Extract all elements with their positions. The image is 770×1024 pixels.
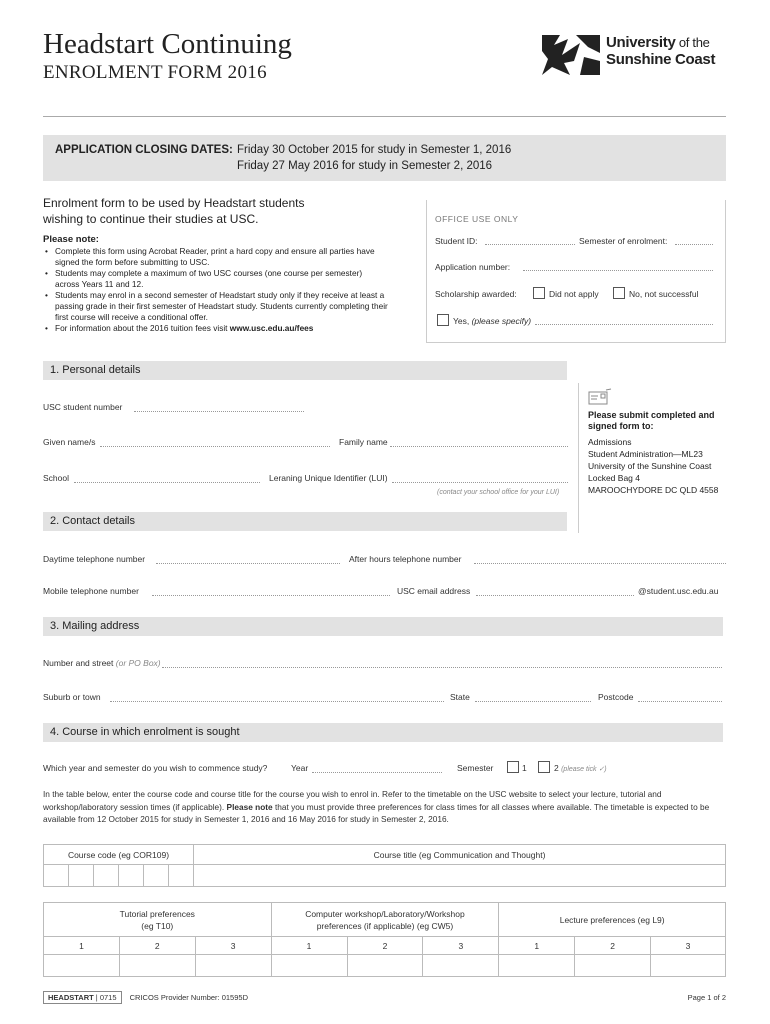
preference-number: 3 <box>423 937 499 955</box>
daytime-phone-label: Daytime telephone number <box>43 554 146 564</box>
usc-email-field[interactable] <box>476 595 634 596</box>
office-use-box <box>426 200 726 343</box>
section-mailing-address <box>43 617 723 636</box>
page-number: Page 1 of 2 <box>687 993 726 1002</box>
lecture-preferences-header: Lecture preferences (eg L9) <box>499 903 726 937</box>
street-text: Number and street <box>43 658 116 668</box>
section-course <box>43 723 723 742</box>
fees-link[interactable]: www.usc.edu.au/fees <box>229 323 314 333</box>
logo-sunshine-coast: Sunshine Coast <box>606 51 716 68</box>
tick-hint: (please tick ✓) <box>561 766 607 773</box>
not-successful-checkbox[interactable] <box>613 287 625 299</box>
preference-number: 2 <box>347 937 423 955</box>
address-line: University of the Sunshine Coast <box>588 461 712 471</box>
lui-field[interactable] <box>392 482 568 483</box>
section-3-title: 3. Mailing address <box>50 620 140 632</box>
tutorial-header-line-2: (eg T10) <box>141 920 174 931</box>
section-personal-details <box>43 361 567 380</box>
badge-text: HEADSTART <box>48 993 94 1002</box>
preference-number: 1 <box>271 937 347 955</box>
preference-cell[interactable] <box>651 955 726 977</box>
family-name-field[interactable] <box>390 446 568 447</box>
semester-1-label: 1 <box>522 763 527 773</box>
semester-2-text: 2 <box>554 763 562 773</box>
commence-question: Which year and semester do you wish to commence study? <box>43 763 268 773</box>
workshop-header-line-2: preferences (if applicable) (eg CW5) <box>316 920 454 931</box>
workshop-preferences-header <box>271 903 499 937</box>
header-divider <box>43 116 726 117</box>
school-label: School <box>43 473 69 483</box>
course-instructions <box>43 788 726 826</box>
email-domain: @student.usc.edu.au <box>638 586 719 596</box>
semester-2-label <box>554 763 607 773</box>
semester-label: Semester of enrolment: <box>579 236 668 246</box>
preference-cell[interactable] <box>575 955 651 977</box>
preferences-table <box>43 902 726 977</box>
preference-cell[interactable] <box>499 955 575 977</box>
street-label <box>43 658 161 668</box>
form-subtitle: ENROLMENT FORM 2016 <box>43 62 267 83</box>
workshop-header-line-1: Computer workshop/Laboratory/Workshop <box>305 908 465 919</box>
semester-1-checkbox[interactable] <box>507 761 519 773</box>
state-field[interactable] <box>475 701 591 702</box>
street-field[interactable] <box>162 667 722 668</box>
footer-left <box>43 991 248 1004</box>
course-table <box>43 844 726 887</box>
suburb-label: Suburb or town <box>43 692 101 702</box>
address-line: Locked Bag 4 <box>588 473 640 483</box>
did-not-apply-label: Did not apply <box>549 289 599 299</box>
application-number-label: Application number: <box>435 262 511 272</box>
preference-cell[interactable] <box>119 955 195 977</box>
note-item: • Complete this form using Acrobat Reader, print a hard copy and ensure all parties have signed the form before submitting to USC. <box>43 246 388 268</box>
student-id-field[interactable] <box>485 244 575 245</box>
preference-number: 1 <box>499 937 575 955</box>
student-id-label: Student ID: <box>435 236 478 246</box>
usc-email-label: USC email address <box>397 586 471 596</box>
year-field[interactable] <box>312 772 442 773</box>
tutorial-preferences-header <box>44 903 272 937</box>
preference-cell[interactable] <box>44 955 120 977</box>
preference-cell[interactable] <box>347 955 423 977</box>
lui-label: Leraning Unique Identifier (LUI) <box>269 473 388 483</box>
tutorial-header-line-1: Tutorial preferences <box>119 908 195 919</box>
preference-number: 3 <box>195 937 271 955</box>
scholarship-label: Scholarship awarded: <box>435 289 517 299</box>
instructions-part-2: that you must provide three preferences for class times for all classes where available. The timetable is expected to be available from 12 October 2015 for study in Semester 1, 2016 and 16 May 2016 for study in Semester 2, 2016. <box>43 801 710 824</box>
after-hours-phone-label: After hours telephone number <box>349 554 462 564</box>
instructions-part-1: In the table below, enter the course code and course title for the course you wish to enrol in. Refer to the timetable on the USC website to select your lecture, tutorial and workshop/laboratory session times (if applicable). <box>43 789 662 812</box>
course-code-header: Course code (eg COR109) <box>44 845 194 865</box>
cricos-number: CRICOS Provider Number: 01595D <box>129 993 248 1002</box>
course-code-cell[interactable] <box>169 865 194 887</box>
semester-question-label: Semester <box>457 763 494 773</box>
postcode-label: Postcode <box>598 692 634 702</box>
preference-cell[interactable] <box>195 955 271 977</box>
daytime-phone-field[interactable] <box>156 563 340 564</box>
postcode-field[interactable] <box>638 701 722 702</box>
course-title-header: Course title (eg Communication and Thought) <box>194 845 726 865</box>
address-line: Student Administration—ML23 <box>588 449 703 459</box>
mobile-phone-label: Mobile telephone number <box>43 586 139 596</box>
usc-number-label: USC student number <box>43 402 123 412</box>
submit-heading: Please submit completed and signed form to: <box>588 410 715 431</box>
section-contact-details <box>43 512 567 531</box>
notes-list <box>43 246 388 334</box>
closing-date-semester-1: Friday 30 October 2015 for study in Semester 1, 2016 <box>237 144 512 156</box>
section-1-title: 1. Personal details <box>50 364 141 376</box>
form-title: Headstart Continuing <box>43 28 292 60</box>
fees-text: For information about the 2016 tuition fees visit <box>55 323 230 333</box>
instructions-please-note: Please note <box>226 801 273 812</box>
notes-heading: Please note: <box>43 234 99 245</box>
section-4-title: 4. Course in which enrolment is sought <box>50 726 240 738</box>
street-hint: (or PO Box) <box>115 658 161 668</box>
mobile-phone-field[interactable] <box>152 595 390 596</box>
preference-number: 1 <box>44 937 120 955</box>
course-code-cell[interactable] <box>44 865 69 887</box>
course-code-cell[interactable] <box>144 865 169 887</box>
note-item: • Students may enrol in a second semester of Headstart study only if they receive at least a passing grade in their first semester of Headstart study. Students currently completing their first course will receive a conditional offer. <box>43 290 388 323</box>
suburb-field[interactable] <box>110 701 444 702</box>
yes-checkbox[interactable] <box>437 314 449 326</box>
mail-icon <box>588 388 612 406</box>
logo-university: University <box>606 34 676 51</box>
usc-logo-icon <box>540 33 602 77</box>
yes-specify-hint: (please specify) <box>471 316 532 326</box>
yes-label <box>453 316 531 326</box>
state-label: State <box>450 692 470 702</box>
course-code-cell[interactable] <box>94 865 119 887</box>
given-names-label: Given name/s <box>43 437 96 447</box>
preference-number: 2 <box>575 937 651 955</box>
course-title-cell[interactable] <box>194 865 726 887</box>
office-use-heading: OFFICE USE ONLY <box>435 214 519 224</box>
preference-number: 2 <box>119 937 195 955</box>
address-line: Admissions <box>588 437 632 447</box>
closing-dates-label: APPLICATION CLOSING DATES: <box>55 144 233 156</box>
preference-number: 3 <box>651 937 726 955</box>
closing-dates-panel <box>43 135 726 181</box>
note-item-fees <box>43 323 388 334</box>
after-hours-phone-field[interactable] <box>474 563 726 564</box>
headstart-badge <box>43 991 122 1004</box>
lui-hint: (contact your school office for your LUI) <box>437 489 560 496</box>
did-not-apply-checkbox[interactable] <box>533 287 545 299</box>
course-code-cell[interactable] <box>119 865 144 887</box>
submit-address <box>588 436 728 496</box>
usc-number-field[interactable] <box>134 411 304 412</box>
yes-specify-field[interactable] <box>535 324 713 325</box>
section-2-title: 2. Contact details <box>50 515 135 527</box>
school-field[interactable] <box>74 482 260 483</box>
closing-date-semester-2: Friday 27 May 2016 for study in Semester 2, 2016 <box>237 160 493 172</box>
family-name-label: Family name <box>339 437 388 447</box>
year-label: Year <box>291 763 309 773</box>
address-line: MAROOCHYDORE DC QLD 4558 <box>588 485 719 495</box>
course-code-cell[interactable] <box>69 865 94 887</box>
preference-cell[interactable] <box>271 955 347 977</box>
note-item: • Students may complete a maximum of two USC courses (one course per semester) across Years 11 and 12. <box>43 268 388 290</box>
preference-cell[interactable] <box>423 955 499 977</box>
not-successful-label: No, not successful <box>629 289 699 299</box>
university-name <box>606 34 715 68</box>
logo-of-the: of the <box>675 35 710 50</box>
semester-2-checkbox[interactable] <box>538 761 550 773</box>
intro-text: Enrolment form to be used by Headstart students wishing to continue their studies at USC. <box>43 196 305 226</box>
application-number-field[interactable] <box>523 270 713 271</box>
yes-text: Yes, <box>453 316 472 326</box>
badge-code: | 0715 <box>93 993 117 1002</box>
semester-field[interactable] <box>675 244 713 245</box>
given-names-field[interactable] <box>100 446 330 447</box>
